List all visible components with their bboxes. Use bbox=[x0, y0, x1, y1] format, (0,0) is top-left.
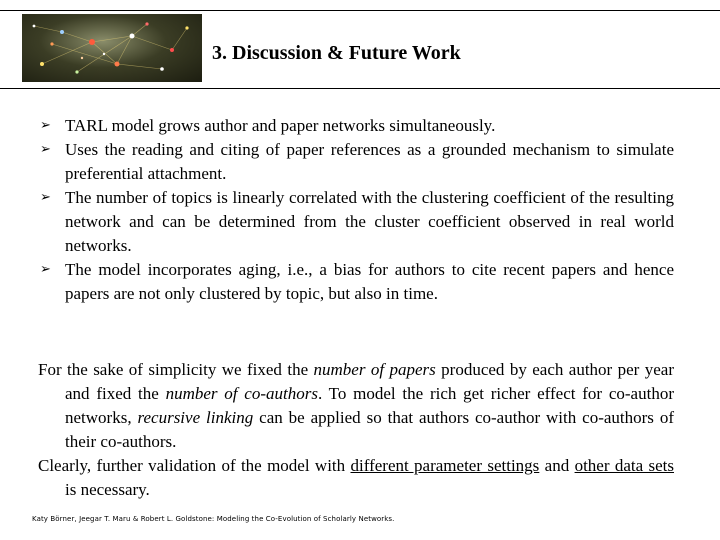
paragraph-simplicity bbox=[38, 358, 674, 454]
body-paragraphs bbox=[38, 358, 674, 502]
underlined-parameter-settings: different parameter settings bbox=[350, 456, 540, 475]
arrowhead-bullet-icon: ➢ bbox=[40, 142, 51, 157]
underlined-other-data-sets: other data sets bbox=[574, 456, 674, 475]
paragraph-text: can be applied so that authors co-author with co-authors of their co-authors. bbox=[65, 408, 674, 451]
bullet-text: Uses the reading and citing of paper references as a grounded mechanism to simulate preferential attachment. bbox=[65, 140, 674, 183]
emphasis-number-of-coauthors: number of co-authors bbox=[165, 384, 318, 403]
emphasis-recursive-linking: recursive linking bbox=[137, 408, 254, 427]
bullet-list bbox=[40, 114, 674, 306]
header-bottom-rule bbox=[0, 88, 720, 89]
arrowhead-bullet-icon: ➢ bbox=[40, 262, 51, 277]
paragraph-text: Clearly, further validation of the model with bbox=[38, 456, 351, 475]
paragraph-text: For the sake of simplicity we fixed the bbox=[38, 360, 314, 379]
bullet-item bbox=[40, 138, 674, 186]
paragraph-text: . To model the rich get richer effect for co-author networks, bbox=[65, 384, 674, 427]
header-top-rule bbox=[0, 10, 720, 11]
paragraph-text: is necessary. bbox=[65, 480, 150, 499]
arrowhead-bullet-icon: ➢ bbox=[40, 118, 51, 133]
bullet-item bbox=[40, 186, 674, 258]
bullet-item bbox=[40, 258, 674, 306]
paragraph-validation bbox=[38, 454, 674, 502]
bullet-text: TARL model grows author and paper networks simultaneously. bbox=[65, 116, 496, 135]
bullet-text: The model incorporates aging, i.e., a bias for authors to cite recent papers and hence papers are not only clustered by topic, but also in time. bbox=[65, 260, 674, 303]
bullet-text: The number of topics is linearly correlated with the clustering coefficient of the resulting network and can be determined from the cluster coefficient observed in real world networks. bbox=[65, 188, 674, 255]
network-banner-image bbox=[22, 14, 202, 82]
arrowhead-bullet-icon: ➢ bbox=[40, 190, 51, 205]
paragraph-text: produced by each author per year and fixed the bbox=[65, 360, 674, 403]
slide-title: 3. Discussion & Future Work bbox=[212, 42, 461, 64]
footer-citation: Katy Börner, Jeegar T. Maru & Robert L. Goldstone: Modeling the Co-Evolution of Scholarly Networks. bbox=[32, 515, 395, 523]
bullet-item bbox=[40, 114, 674, 138]
emphasis-number-of-papers: number of papers bbox=[313, 360, 436, 379]
paragraph-text: and bbox=[539, 456, 575, 475]
